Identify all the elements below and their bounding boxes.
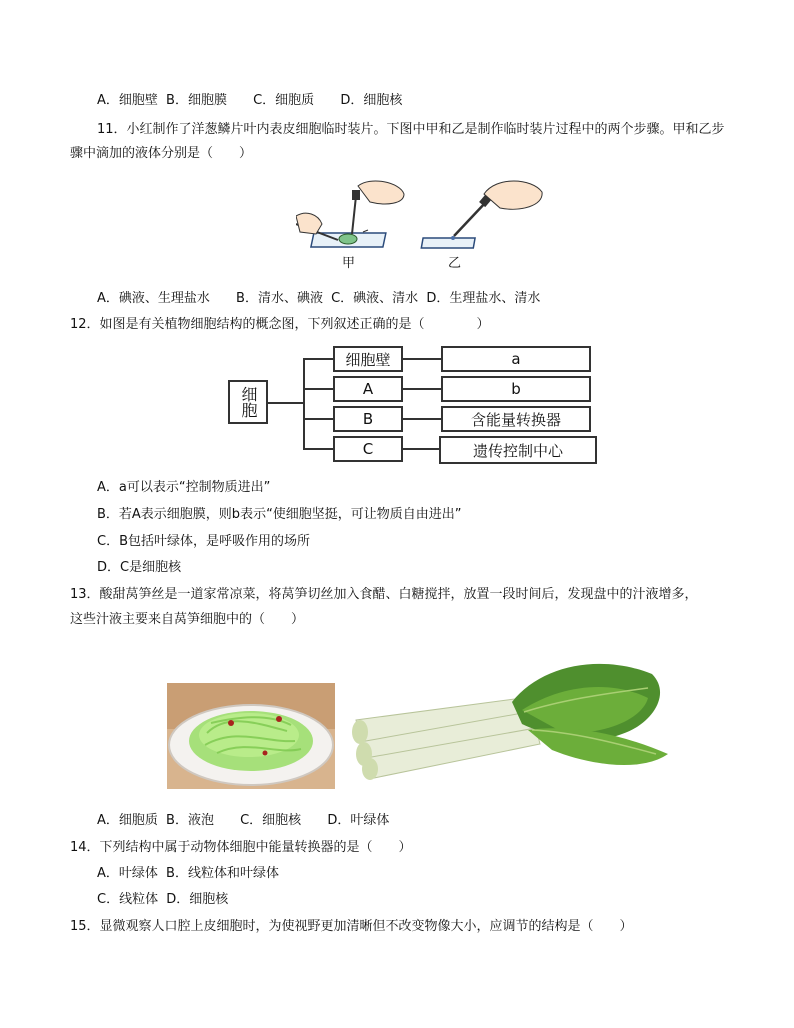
- concept-left-1: [333, 346, 403, 372]
- q10-option-c: C．细胞质: [253, 93, 315, 108]
- q11-options: [97, 290, 540, 308]
- concept-left-1-label: 细胞壁: [345, 350, 391, 369]
- q13-option-b: B．液泡: [166, 813, 214, 828]
- concept-right-3-label: 含能量转换器: [470, 410, 561, 429]
- concept-left-4: [333, 436, 403, 462]
- q11-option-d: D．生理盐水、清水: [426, 291, 541, 306]
- q11-dropper-figure: [296, 176, 546, 272]
- q12-option-c: C．B包括叶绿体，是呼吸作用的场所: [97, 534, 310, 549]
- q14-option-b: B．线粒体和叶绿体: [166, 866, 279, 881]
- q13-stem-line2: 这些汁液主要来自莴笋细胞中的（ ）: [70, 612, 305, 627]
- q12-option-b: B．若A表示细胞膜，则b表示“使细胞坚挺，可让物质自由进出”: [97, 507, 462, 522]
- celtuce-vegetable-image: [352, 654, 672, 782]
- q12-option-d: D．C是细胞核: [97, 560, 182, 575]
- q14-option-c: C．线粒体: [97, 892, 159, 907]
- q14-option-d: D．细胞核: [166, 892, 229, 907]
- q11-stem-line1: 11．小红制作了洋葱鳞片叶内表皮细胞临时装片。下图中甲和乙是制作临时装片过程中的两个步骤。甲和乙步: [97, 122, 725, 137]
- q15-stem: 15．显微观察人口腔上皮细胞时，为使视野更加清晰但不改变物像大小，应调节的结构是（ ）: [70, 919, 633, 934]
- concept-left-3-label: B: [362, 410, 374, 428]
- q12-concept-map: [228, 344, 608, 466]
- q14-option-a: A．叶绿体: [97, 866, 158, 881]
- concept-left-4-label: C: [362, 440, 374, 458]
- concept-right-3: [441, 406, 591, 432]
- q13-stem-line1: 13．酸甜莴笋丝是一道家常凉菜，将莴笋切丝加入食醋、白糖搅拌，放置一段时间后，发现盘中的汁液增多，: [70, 587, 698, 602]
- q12-stem: 12．如图是有关植物细胞结构的概念图，下列叙述正确的是（ ）: [70, 317, 490, 332]
- q10-options: [97, 92, 402, 110]
- concept-right-1-label: a: [511, 350, 521, 368]
- q10-option-b: B．细胞膜: [166, 93, 227, 108]
- concept-right-4-label: 遗传控制中心: [472, 441, 563, 460]
- q13-option-a: A．细胞质: [97, 813, 158, 828]
- q11-figure-label-b: 乙: [448, 256, 462, 271]
- connector-row2-mid: [403, 388, 441, 390]
- shredded-lettuce-dish-image: [167, 683, 335, 789]
- connector-root: [268, 402, 304, 404]
- concept-right-1: [441, 346, 591, 372]
- concept-left-2-label: A: [362, 380, 374, 398]
- q13-option-d: D．叶绿体: [327, 813, 390, 828]
- concept-left-2: [333, 376, 403, 402]
- q13-option-c: C．细胞核: [240, 813, 302, 828]
- connector-row1-mid: [403, 358, 441, 360]
- q11-stem-line2: 骤中滴加的液体分别是（ ）: [70, 146, 253, 161]
- concept-root-label: 细胞: [239, 386, 258, 418]
- connector-row4: [303, 448, 333, 450]
- connector-row4-mid: [403, 448, 439, 450]
- connector-row3: [303, 418, 333, 420]
- concept-right-2-label: b: [511, 380, 521, 398]
- q10-option-a: A．细胞壁: [97, 93, 158, 108]
- q13-options: [97, 812, 389, 830]
- q14-options-row2: [97, 891, 228, 909]
- q11-figure-label-a: 甲: [342, 256, 356, 271]
- concept-root: [228, 380, 268, 424]
- q11-option-c: C．碘液、清水: [331, 291, 419, 306]
- connector-trunk: [303, 358, 305, 450]
- concept-left-3: [333, 406, 403, 432]
- q14-stem: 14．下列结构中属于动物体细胞中能量转换器的是（ ）: [70, 840, 412, 855]
- q14-options-row1: [97, 865, 279, 883]
- connector-row1: [303, 358, 333, 360]
- connector-row2: [303, 388, 333, 390]
- concept-right-2: [441, 376, 591, 402]
- q12-option-a: A．a可以表示“控制物质进出”: [97, 480, 271, 495]
- connector-row3-mid: [403, 418, 441, 420]
- q11-option-b: B．清水、碘液: [236, 291, 323, 306]
- q11-option-a: A．碘液、生理盐水: [97, 291, 210, 306]
- q10-option-d: D．细胞核: [340, 93, 403, 108]
- concept-right-4: [439, 436, 597, 464]
